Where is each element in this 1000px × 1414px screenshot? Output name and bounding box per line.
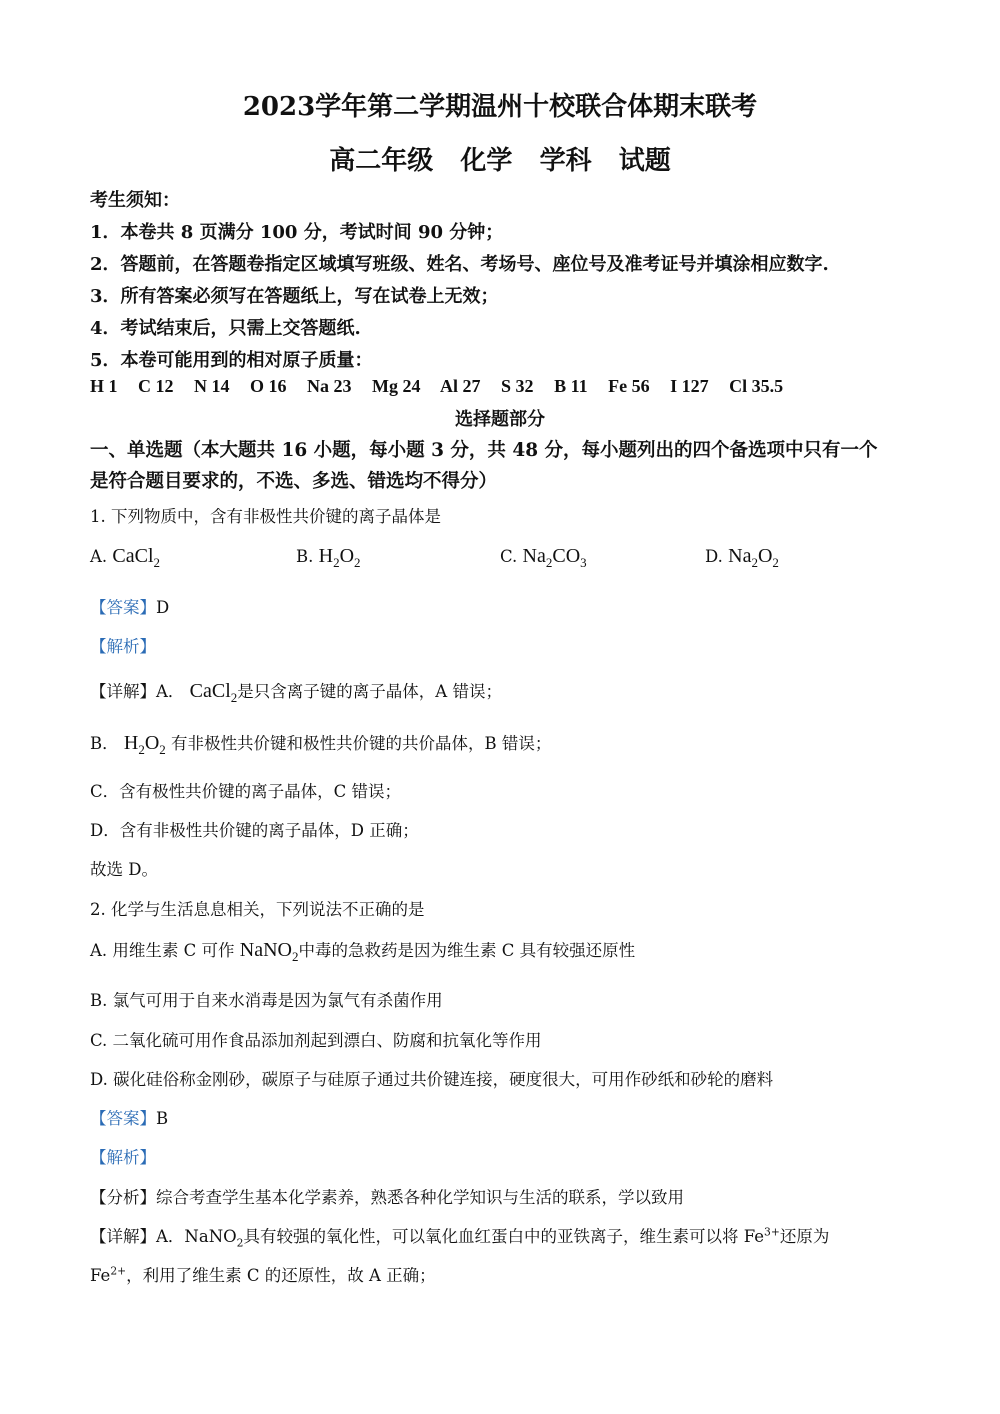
atomic-mass: I 127: [670, 376, 709, 396]
q1-option-a: [90, 545, 160, 571]
q1-detail-b: [90, 730, 551, 758]
detail-text: 是只含离子键的离子晶体，A 错误；: [237, 682, 502, 701]
formula: $H_2O_2$: [123, 732, 166, 757]
question-2-stem: 2. 化学与生活息息相关，下列说法不正确的是: [90, 900, 425, 919]
formula: $H_2O_2$: [318, 545, 361, 570]
atomic-mass-list: [90, 376, 799, 397]
detail-text: ，利用了维生素 C 的还原性，故 A 正确；: [126, 1266, 436, 1285]
atomic-mass: Mg 24: [372, 376, 421, 396]
option-letter: A.: [90, 547, 108, 566]
notice-item: 1．本卷共 8 页满分 100 分，考试时间 90 分钟；: [90, 222, 504, 243]
fenxi-tag: 【分析】: [90, 1188, 156, 1207]
exam-subtitle: 高二年级 化学 学科 试题: [329, 146, 671, 176]
detail-tag: 【详解】: [90, 1227, 156, 1246]
q2-fenxi: [90, 1184, 684, 1208]
answer-tag: 【答案】: [90, 598, 156, 617]
option-text: A. 用维生素 C 可作: [90, 941, 235, 960]
answer-value: D: [156, 598, 170, 617]
answer-tag: 【答案】: [90, 1109, 156, 1128]
formula: $Na_2O_2$: [728, 545, 779, 570]
q1-analysis-tag: 【解析】: [90, 637, 156, 656]
q1-detail-c: C．含有极性共价键的离子晶体，C 错误；: [90, 782, 401, 801]
part-instructions: 是符合题目要求的，不选、多选、错选均不得分）: [90, 471, 498, 492]
q1-conclusion: 故选 D。: [90, 860, 158, 879]
q1-option-b: [296, 545, 361, 571]
detail-text: 还原为: [779, 1227, 830, 1246]
option-letter: B.: [296, 547, 314, 566]
q2-analysis-tag: 【解析】: [90, 1148, 156, 1167]
atomic-mass: Al 27: [440, 376, 481, 396]
q1-detail-a: [90, 678, 502, 706]
q1-answer: [90, 594, 169, 618]
detail-text: 有非极性共价键和极性共价键的共价晶体，B 错误；: [171, 734, 552, 753]
detail-text: 具有较强的氧化性，可以氧化血红蛋白中的亚铁离子，维生素可以将 Fe: [243, 1227, 765, 1246]
notice-item: 5．本卷可能用到的相对原子质量：: [90, 350, 373, 371]
answer-value: B: [156, 1109, 169, 1128]
q2-option-b: B. 氯气可用于自来水消毒是因为氯气有杀菌作用: [90, 991, 443, 1010]
atomic-mass: Na 23: [307, 376, 352, 396]
q2-answer: [90, 1105, 168, 1129]
q1-option-c: [500, 545, 587, 571]
detail-prefix: B．: [90, 734, 119, 753]
question-1-stem: 1. 下列物质中，含有非极性共价键的离子晶体是: [90, 507, 441, 526]
detail-text: Fe: [90, 1266, 111, 1285]
exam-title: 2023学年第二学期温州十校联合体期末联考: [242, 92, 758, 122]
notice-heading: 考生须知：: [90, 190, 180, 211]
atomic-mass: Cl 35.5: [729, 376, 784, 396]
detail-tag: 【详解】: [90, 682, 156, 701]
q2-option-a: [90, 937, 635, 965]
notice-item: 3．所有答案必须写在答题纸上，写在试卷上无效；: [90, 286, 499, 307]
atomic-mass: S 32: [501, 376, 534, 396]
formula: $Na_2CO_3$: [522, 545, 587, 570]
atomic-mass: B 11: [554, 376, 588, 396]
atomic-mass: H 1: [90, 376, 118, 396]
atomic-mass: Fe 56: [608, 376, 650, 396]
q2-detail-a-line2: $Fe^{2+}$，利用了维生素 C 的还原性，故 A 正确；: [90, 1264, 436, 1285]
option-text: 中毒的急救药是因为维生素 C 具有较强还原性: [298, 941, 636, 960]
notice-item: 4．考试结束后，只需上交答题纸.: [90, 318, 361, 339]
formula: NaNO$_2$: [239, 939, 299, 964]
q2-detail-a-line1: 【详解】A．NaNO$_2$具有较强的氧化性，可以氧化血红蛋白中的亚铁离子，维生素可以将 $Fe^{3+}$还原为: [90, 1225, 830, 1250]
detail-text: A．NaNO: [156, 1227, 237, 1246]
notice-item: 2．答题前，在答题卷指定区域填写班级、姓名、考场号、座位号及准考证号并填涂相应数字.: [90, 254, 829, 275]
atomic-mass: O 16: [250, 376, 287, 396]
option-letter: C.: [500, 547, 518, 566]
q2-option-d: D. 碳化硅俗称金刚砂，碳原子与硅原子通过共价键连接，硬度很大，可用作砂纸和砂轮的磨料: [90, 1070, 774, 1089]
formula: CaCl$_2$: [112, 545, 161, 570]
detail-prefix: A．: [156, 682, 185, 701]
section-title: 选择题部分: [455, 409, 545, 430]
formula: CaCl$_2$: [189, 680, 238, 705]
fenxi-text: 综合考查学生基本化学素养，熟悉各种化学知识与生活的联系，学以致用: [156, 1188, 684, 1207]
q1-option-d: [705, 545, 779, 571]
atomic-mass: N 14: [194, 376, 230, 396]
q1-detail-d: D．含有非极性共价键的离子晶体，D 正确；: [90, 821, 419, 840]
option-letter: D.: [705, 547, 723, 566]
q2-option-c: C. 二氧化硫可用作食品添加剂起到漂白、防腐和抗氧化等作用: [90, 1031, 542, 1050]
part-instructions: 一、单选题（本大题共 16 小题，每小题 3 分，共 48 分，每小题列出的四个备选项中只有一个: [90, 440, 878, 461]
atomic-mass: C 12: [138, 376, 174, 396]
